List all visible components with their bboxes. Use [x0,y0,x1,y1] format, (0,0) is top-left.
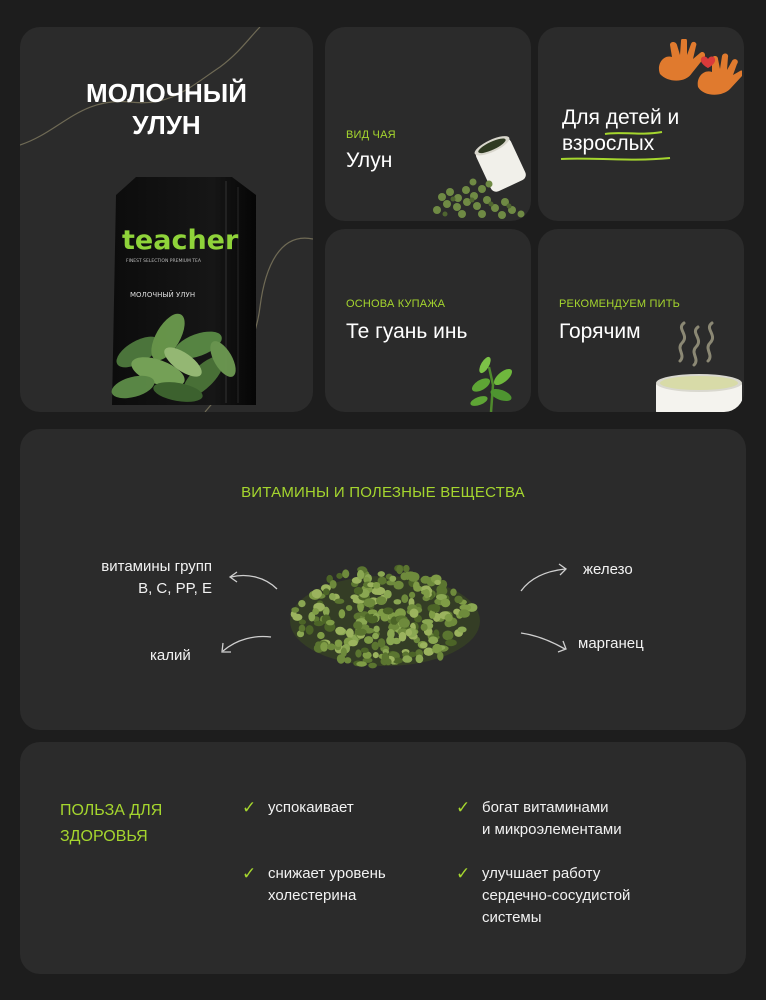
product-title: МОЛОЧНЫЙ УЛУН [86,78,247,140]
benefit-item: ✓ улучшает работу сердечно-сосудистой системы [456,864,631,926]
vitamins-card [20,429,746,730]
tea-sprout-icon [467,355,531,412]
tea-type-label: ВИД ЧАЯ [346,129,396,141]
tea-type-value: Улун [346,149,393,172]
check-icon: ✓ [242,864,257,883]
health-card [20,742,746,974]
tea-leaves-cup-icon [417,132,531,221]
check-icon: ✓ [456,798,471,817]
blend-base-card [325,229,531,412]
benefit-item: ✓ успокаивает [242,798,354,817]
serving-card [538,229,744,412]
arrow-right-down-icon [517,629,572,657]
arrow-left-down-icon [215,631,275,656]
blend-base-label: ОСНОВА КУПАЖА [346,298,446,310]
tea-leaves-pile-image [285,551,485,673]
potassium-label: калий [150,647,191,664]
vitamins-title: ВИТАМИНЫ И ПОЛЕЗНЫЕ ВЕЩЕСТВА [241,484,525,501]
arrow-right-up-icon [517,563,572,595]
vitamin-groups: витамины групп B, C, PP, E [101,558,212,597]
svg-text:МОЛОЧНЫЙ УЛУН: МОЛОЧНЫЙ УЛУН [130,291,196,299]
benefit-item: ✓ снижает уровень холестерина [242,864,386,904]
svg-text:teacher: teacher [122,225,239,256]
manganese-label: марганец [578,635,644,652]
tea-type-card [325,27,531,221]
tea-cup-steam-icon [654,319,744,412]
audience-text: Для детей и взрослых [562,105,679,157]
check-icon: ✓ [456,864,471,883]
audience-card [538,27,744,221]
arrow-left-up-icon [225,569,280,594]
benefit-item: ✓ богат витаминами и микроэлементами [456,798,622,838]
blend-base-value: Те гуань инь [346,320,468,343]
product-card [20,27,313,412]
hands-heart-icon [650,39,742,101]
health-title: ПОЛЬЗА ДЛЯ ЗДОРОВЬЯ [60,802,163,845]
serving-label: РЕКОМЕНДУЕМ ПИТЬ [559,298,681,310]
tea-package-image [108,177,260,407]
iron-label: железо [583,561,633,578]
serving-value: Горячим [559,320,641,343]
svg-text:FINEST SELECTION PREMIUM TEA: FINEST SELECTION PREMIUM TEA [126,259,201,264]
check-icon: ✓ [242,798,257,817]
